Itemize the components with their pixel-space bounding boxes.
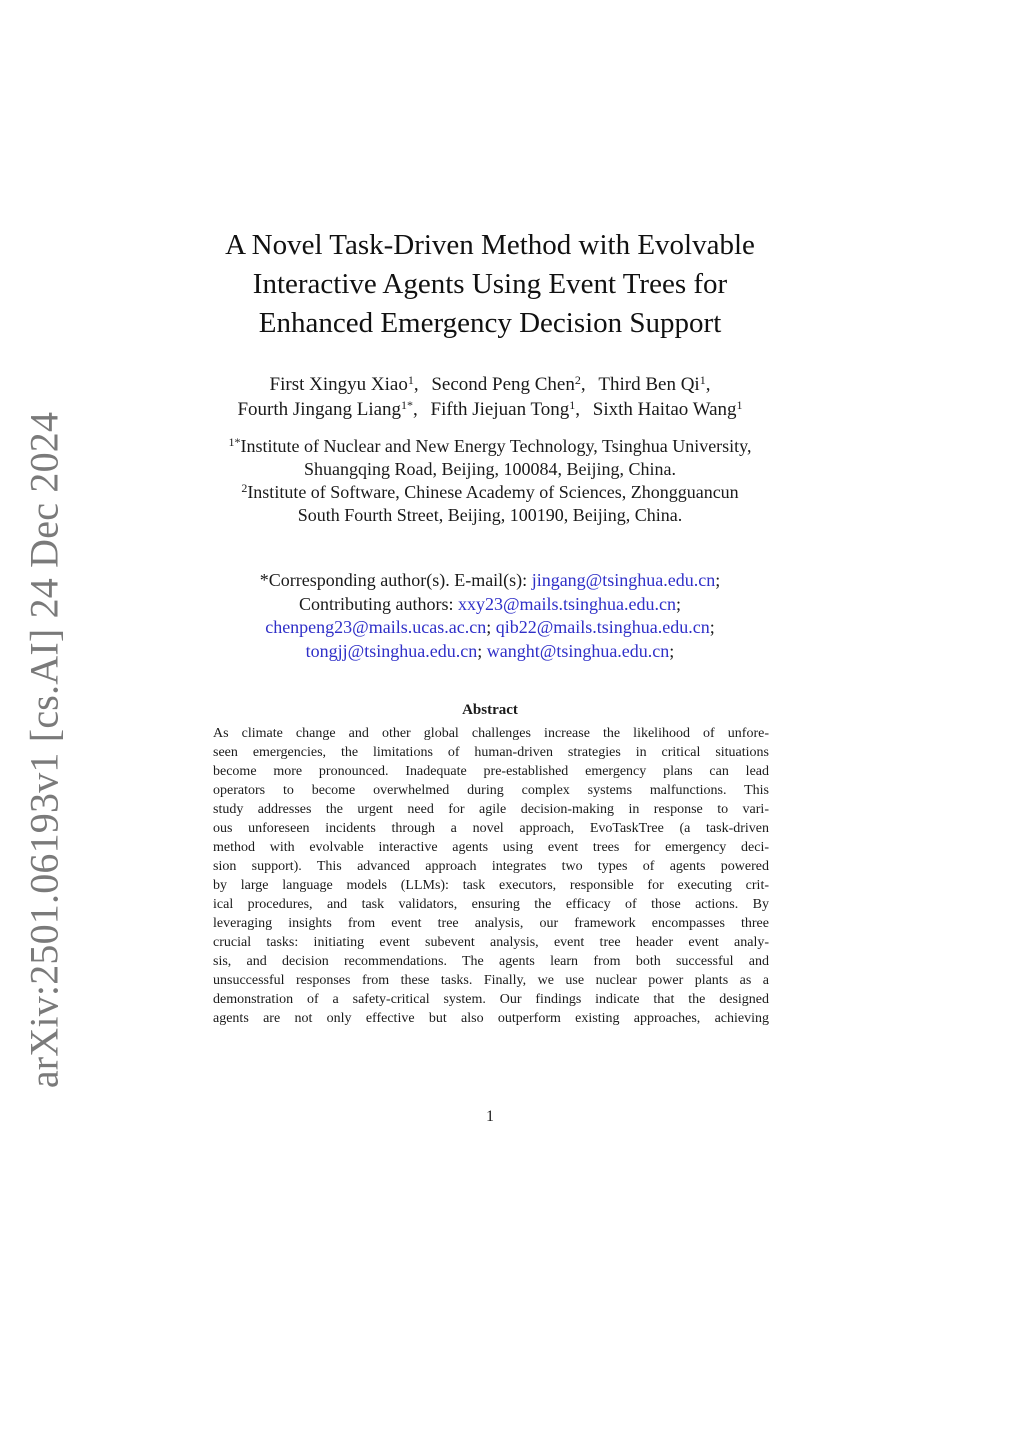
author-list [150,372,830,422]
title-line: Interactive Agents Using Event Trees for [252,268,728,300]
abstract-line: leveraging insights from event tree analysis, our framework encompasses three [213,916,769,931]
separator: ; [486,617,492,637]
arxiv-identifier-text: arXiv:2501.06193v1 [cs.AI] 24 Dec 2024 [21,411,67,1089]
abstract-line: become more pronounced. Inadequate pre-established emergency plans can lead [213,764,769,779]
page-number: 1 [486,1108,494,1125]
affiliation-mark: 1* [228,435,241,449]
abstract-line: method with evolvable interactive agents using event trees for emergency deci- [213,840,769,855]
corresponding-label: *Corresponding author(s). E-mail(s): [259,570,532,590]
separator: ; [669,640,675,661]
abstract-line: sis, and decision recommendations. The agents learn from both successful and [213,954,769,969]
author-affiliation-mark: 2 [574,373,581,387]
abstract-line: ous unforeseen incidents through a novel approach, EvoTaskTree (a task-driven [213,821,769,836]
separator: ; [477,640,483,661]
author-name: Fourth Jingang Liang [237,399,402,420]
separator: ; [709,617,715,637]
separator: ; [676,593,682,614]
author [593,399,743,420]
author: Third Ben Qi$^1$, [598,373,711,395]
abstract-line: study addresses the urgent need for agile decision-making in response to vari- [213,802,769,817]
abstract-body [213,724,769,1028]
affiliation-line [150,435,830,458]
email-link[interactable]: qib22@mails.tsinghua.edu.cn [495,617,710,637]
email-line [150,640,830,664]
abstract-line: unsuccessful responses from these tasks. Finally, we use nuclear power plants as a [213,973,769,988]
affiliation-text: Institute of Software, Chinese Academy of Sciences, Zhongguancun [247,482,739,502]
abstract-line: by large language models (LLMs): task executors, responsible for executing crit- [213,878,769,893]
title-line: A Novel Task-Driven Method with Evolvable [225,229,755,261]
contributing-authors-line [150,593,830,617]
separator: ; [715,570,721,590]
author: Fifth Jiejuan Tong$^1$, [430,398,581,420]
abstract-line: sion support). This advanced approach integrates two types of agents powered [213,859,769,874]
author-affiliation-mark: 1 [407,373,414,387]
author-name: Sixth Haitao Wang [592,399,737,420]
abstract-line: demonstration of a safety-critical system. Our findings indicate that the designed [213,992,769,1007]
affiliation-line: Shuangqing Road, Beijing, 100084, Beijing, China. [304,459,676,479]
affiliation-line: South Fourth Street, Beijing, 100190, Beijing, China. [297,505,683,525]
email-line [150,616,830,640]
author-name: Third Ben Qi [598,374,700,395]
author-name: Second Peng Chen [431,374,575,395]
paper-title [150,226,830,343]
abstract-line: ical procedures, and task validators, ensuring the efficacy of those actions. By [213,897,769,912]
author-name: Fifth Jiejuan Tong [430,399,570,420]
title-line: Enhanced Emergency Decision Support [258,307,722,339]
affiliations [150,435,830,527]
abstract-line: As climate change and other global challenges increase the likelihood of unfore- [213,726,769,741]
email-link[interactable]: wanght@tsinghua.edu.cn [486,640,670,661]
author-name: First Xingyu Xiao [269,374,408,395]
correspondence-block [150,569,830,663]
affiliation-mark: 2 [241,481,248,495]
author: First Xingyu Xiao$^1$, [269,373,419,395]
author-affiliation-mark: 1* [401,398,414,412]
abstract-heading: Abstract [462,702,518,718]
affiliation-text: Institute of Nuclear and New Energy Technology, Tsinghua University, [240,436,752,456]
email-link[interactable]: tongjj@tsinghua.edu.cn [305,640,478,661]
abstract-line: agents are not only effective but also outperform existing approaches, achieving [213,1011,769,1026]
corresponding-author-line [150,569,830,593]
email-link[interactable]: jingang@tsinghua.edu.cn [531,570,716,590]
arxiv-identifier [18,411,70,1089]
author-line [150,372,830,397]
abstract-line: seen emergencies, the limitations of human-driven strategies in critical situations [213,745,769,760]
contributing-label: Contributing authors: [298,593,458,614]
author: Fourth Jingang Liang$^{1*}$, [237,398,418,420]
affiliation-line [150,481,830,504]
abstract-line: crucial tasks: initiating event subevent analysis, event tree header event analy- [213,935,769,950]
email-link[interactable]: xxy23@mails.tsinghua.edu.cn [457,593,677,614]
author-line [150,397,830,422]
abstract-line: operators to become overwhelmed during complex systems malfunctions. This [213,783,769,798]
author-affiliation-mark: 1 [569,398,576,412]
author-affiliation-mark: 1 [699,373,706,387]
email-link[interactable]: chenpeng23@mails.ucas.ac.cn [265,617,487,637]
author-affiliation-mark: 1 [736,398,743,412]
author: Second Peng Chen$^2$, [431,373,586,395]
